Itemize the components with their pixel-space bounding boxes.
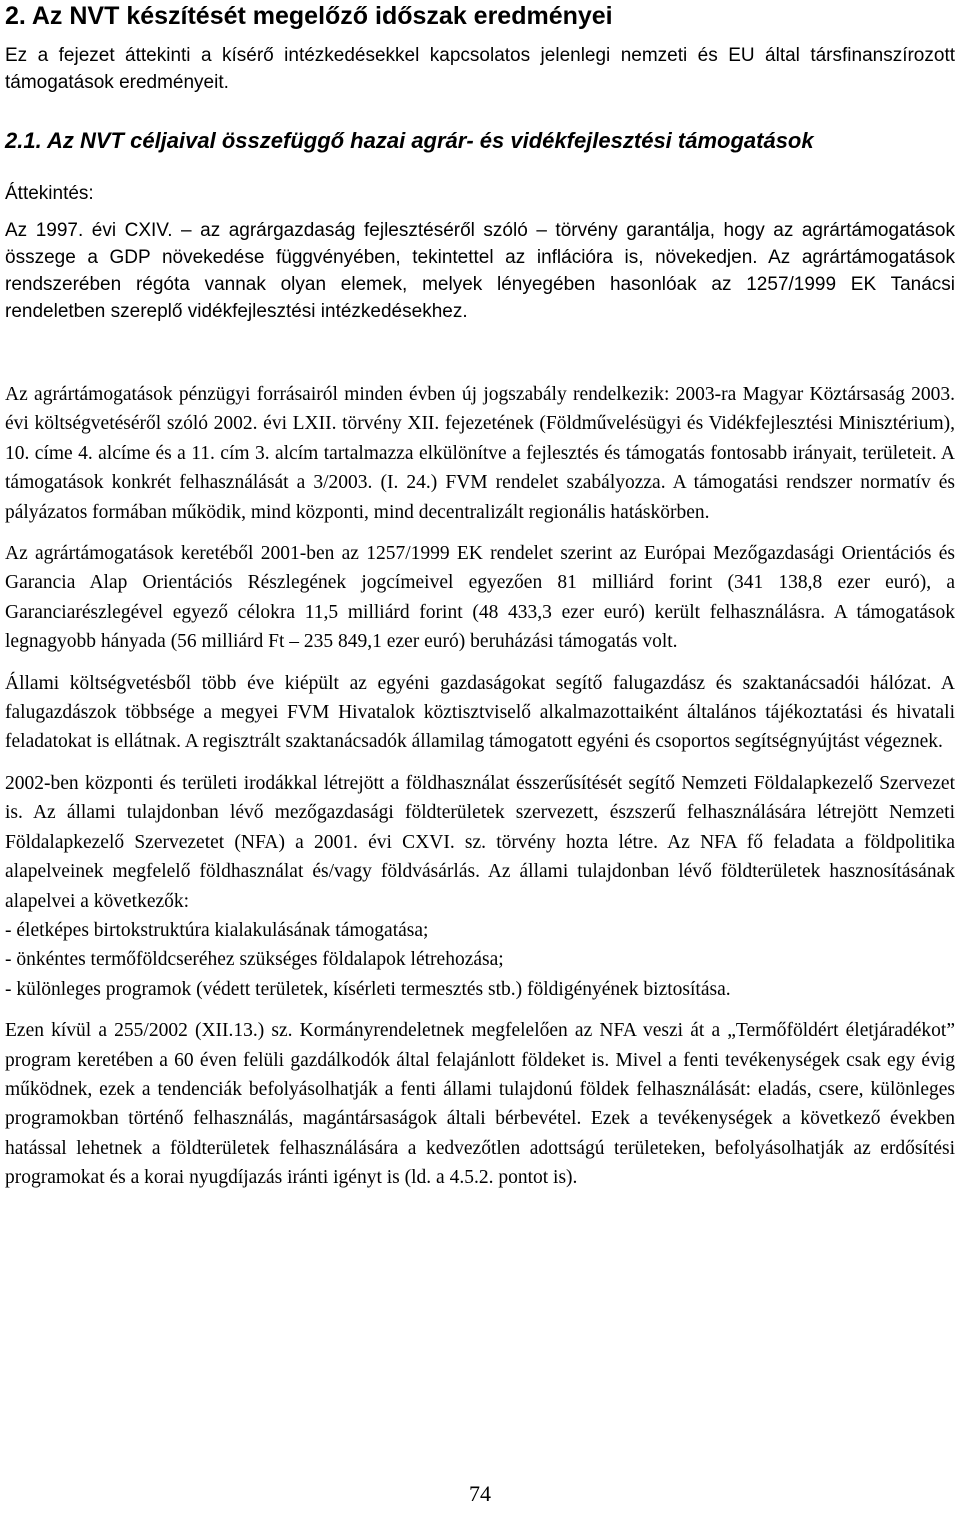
paragraph-nfa: 2002-ben központi és területi irodákkal létrejött a földhasználat ésszerűsítését segítő Nemzeti Földalapkezelő Szervezet is. Az állami tulajdonban lévő mezőgazdasági földterületek szervezett, észszerű felhasználására létrejött Nemzeti Földalapkezelő Szervezetet (NFA) a 2001. évi CXVI. sz. törvény hozta létre. Az NFA fő feladata a földpolitika alapelveinek megfelelő földhasználat és/vagy földvásárlás. Az állami tulajdonban lévő földterületek hasznosításának alapelvei a következők:: [5, 772, 955, 912]
list-item: - különleges programok (védett területek, kísérleti termesztés stb.) földigényének biztosítása.: [5, 978, 731, 1000]
list-item: - önkéntes termőföldcseréhez szükséges földalapok létrehozása;: [5, 949, 504, 971]
paragraph-support-2001: Az agrártámogatások keretéből 2001-ben az 1257/1999 EK rendelet szerint az Európai Mezőgazdasági Orientációs és Garancia Alap Orientációs Részlegének jogcímeivel egyezően 81 milliárd forint (341 138,8 ezer euró), a Garanciarészlegével egyező célokra 11,5 milliárd forint (48 433,3 ezer euró) került felhasználásra. A támogatások legnagyobb hányada (56 milliárd Ft – 235 849,1 ezer euró) beruházási támogatás volt.: [5, 543, 955, 653]
paragraph-financing: Az agrártámogatások pénzügyi forrásairól minden évben új jogszabály rendelkezik: 2003-ra Magyar Köztársaság 2003. évi költségvetéséről szóló 2002. évi LXII. törvény XII. fejezetének (Földművelésügyi és Vidékfejlesztési Minisztérium), 10. címe 4. alcíme és a 11. cím 3. alcím tartalmazza elkülönítve a fejlesztés és támogatás fontosabb irányait, területeit. A támogatások konkrét felhasználását a 3/2003. (I. 24.) FVM rendelet szabályozza. A támogatási rendszer normatív és pályázatos formában működik, mind központi, mind decentralizált regionális hatáskörben.: [5, 384, 955, 523]
body-text: [5, 380, 955, 1205]
paragraph-land-annuity: Ezen kívül a 255/2002 (XII.13.) sz. Kormányrendeletnek megfelelően az NFA veszi át a „Termőföldért életjáradékot” program keretében a 60 éven felüli gazdálkodók által felajánlott földeket is. Mivel a fenti tevékenységek csak egy évig működnek, ezek a tendenciák befolyásolhatják a fenti állami tulajdonú földek felhasználását: eladás, csere, különleges programokban történő felhasználás, magántársaságok általi bérbevétel. Ezek a tevékenységek a következő években hatással lehetnek a földterületek felhasználására a kedvezőtlen adottságú területeken, befolyásolhatják az erdősítési programokat és a korai nyugdíjazás iránti igényt is (ld. a 4.5.2. pontot is).: [5, 1020, 955, 1189]
overview-block: [5, 180, 955, 325]
intro-paragraph: Ez a fejezet áttekinti a kísérő intézkedésekkel kapcsolatos jelenlegi nemzeti és EU által társfinanszírozott támogatások eredményeit.: [5, 45, 955, 93]
list-item: - életképes birtokstruktúra kialakulásának támogatása;: [5, 919, 429, 941]
subsection-heading: 2.1. Az NVT céljaival összefüggő hazai agrár- és vidékfejlesztési támogatások: [5, 128, 814, 153]
overview-label: Áttekintés:: [5, 183, 94, 204]
principles-list: [5, 916, 955, 1004]
page-number: 74: [469, 1481, 491, 1506]
paragraph-advisors: Állami költségvetésből több éve kiépült az egyéni gazdaságokat segítő falugazdász és szaktanácsadói hálózat. A falugazdászok többsége a megyei FVM Hivatalok köztisztviselő alkalmazottaiként általános tájékoztatási és hivatali feladatokat is ellátnak. A regisztrált szaktanácsadók államilag támogatott egyéni és csoportos segítségnyújtást végeznek.: [5, 672, 955, 753]
section-heading: 2. Az NVT készítését megelőző időszak eredményei: [5, 2, 613, 30]
paragraph-law-1997: Az 1997. évi CXIV. – az agrárgazdaság fejlesztéséről szóló – törvény garantálja, hogy az agrártámogatások összege a GDP növekedése függvényében, tekintettel az inflációra is, növekedjen. Az agrártámogatások rendszerében régóta vannak olyan elemek, melyek lényegében hasonlóak az 1257/1999 EK Tanácsi rendeletben szereplő vidékfejlesztési intézkedésekhez.: [5, 220, 955, 322]
